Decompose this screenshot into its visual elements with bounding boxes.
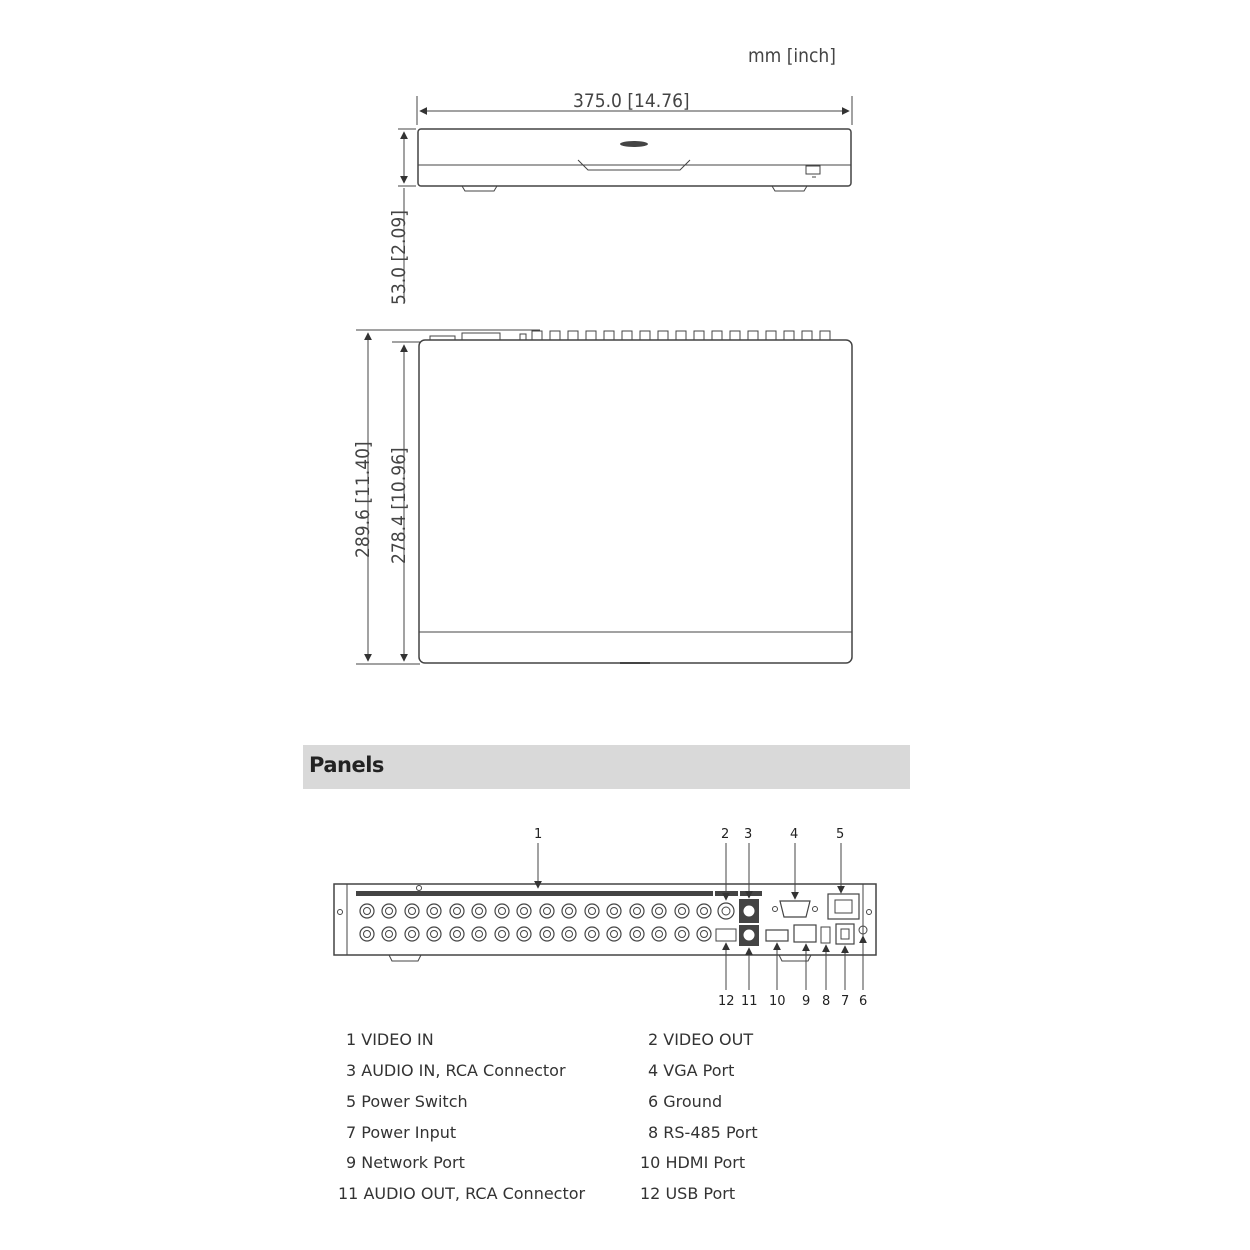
power-input xyxy=(836,924,854,944)
callout-1: 1 xyxy=(534,827,543,842)
front-view xyxy=(398,96,852,302)
panels-section-header xyxy=(303,745,910,789)
vga-port xyxy=(780,901,810,917)
units-label: mm [inch] xyxy=(748,45,836,67)
video-in-bnc-connectors xyxy=(360,904,711,941)
legend-item: 10 HDMI Port xyxy=(640,1153,746,1172)
legend-item: 7 Power Input xyxy=(346,1123,457,1142)
callout-6: 6 xyxy=(859,994,868,1009)
device-front-outline xyxy=(418,129,851,186)
callout-12: 12 xyxy=(718,994,735,1009)
callout-2: 2 xyxy=(721,827,730,842)
depth-outer-dimension-text: 289.6 [11.40] xyxy=(352,441,374,558)
legend-item: 4 VGA Port xyxy=(648,1061,735,1080)
panels-heading: Panels xyxy=(309,753,384,777)
width-dimension-text: 375.0 [14.76] xyxy=(573,90,690,112)
height-dimension-text: 53.0 [2.09] xyxy=(388,210,410,305)
legend-item: 8 RS-485 Port xyxy=(648,1123,758,1142)
rear-panel xyxy=(334,843,876,990)
legend-item: 5 Power Switch xyxy=(346,1092,468,1111)
video-out-bnc xyxy=(718,903,734,919)
hdmi-port xyxy=(766,930,788,941)
legend-item: 3 AUDIO IN, RCA Connector xyxy=(346,1061,566,1080)
callout-10: 10 xyxy=(769,994,786,1009)
legend-item: 1 VIDEO IN xyxy=(346,1030,434,1049)
power-switch xyxy=(828,894,859,919)
legend-item: 9 Network Port xyxy=(346,1153,465,1172)
callout-3: 3 xyxy=(744,827,753,842)
callout-4: 4 xyxy=(790,827,799,842)
legend-item: 2 VIDEO OUT xyxy=(648,1030,754,1049)
callout-8: 8 xyxy=(822,994,831,1009)
front-usb-port xyxy=(806,166,820,174)
brand-logo xyxy=(620,141,648,147)
depth-inner-dimension-text: 278.4 [10.96] xyxy=(388,447,410,564)
callout-9: 9 xyxy=(802,994,811,1009)
rs485-port xyxy=(821,927,830,943)
callout-7: 7 xyxy=(841,994,850,1009)
top-view xyxy=(356,330,852,664)
callout-11: 11 xyxy=(741,994,758,1009)
network-port xyxy=(794,925,816,942)
legend-item: 12 USB Port xyxy=(640,1184,736,1203)
legend-item: 11 AUDIO OUT, RCA Connector xyxy=(338,1184,586,1203)
legend-item: 6 Ground xyxy=(648,1092,723,1111)
callout-5: 5 xyxy=(836,827,845,842)
rear-bnc-connectors-top xyxy=(532,331,830,340)
device-top-outline xyxy=(419,340,852,663)
rear-usb-port xyxy=(716,929,736,941)
